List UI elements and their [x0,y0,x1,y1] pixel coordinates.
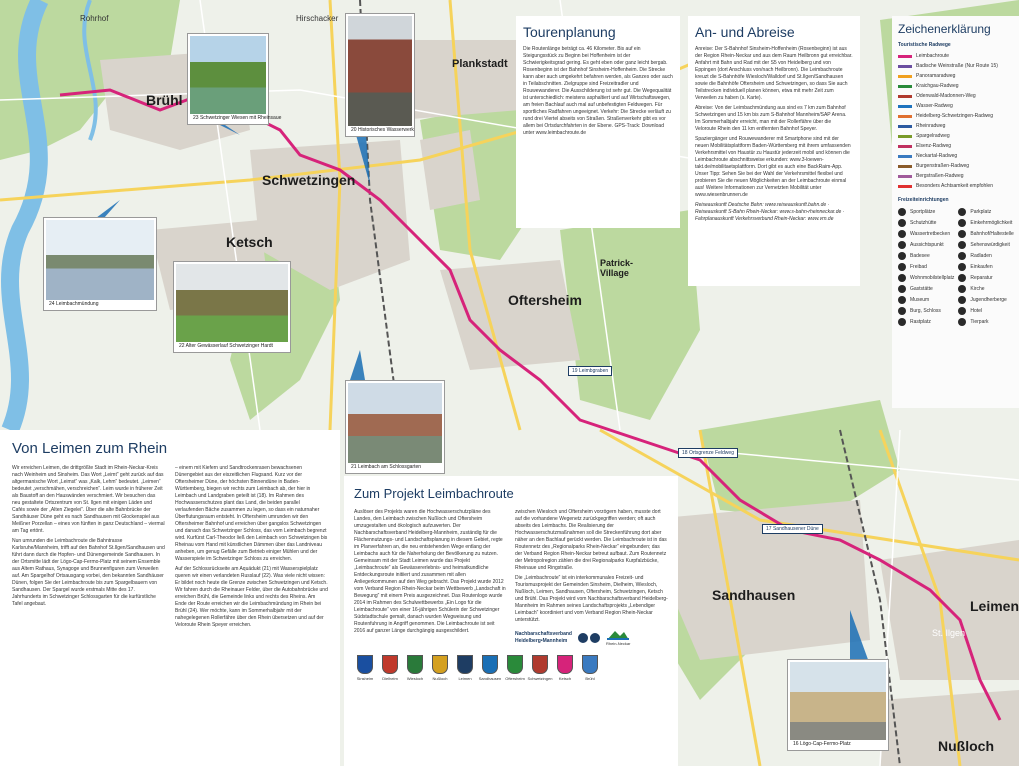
legend-facility-item [898,261,954,272]
legend-facility-item [958,261,1013,272]
legend-facility-item [958,305,1013,316]
legend-facility-item [898,305,954,316]
facility-symbol-icon [958,219,966,227]
legend-route-label: Badische Weinstraße (Nur Route 15) [916,63,998,69]
municipality-crest [529,655,551,681]
municipality-crest [579,655,601,681]
legend-facility-label: Freibad [910,263,927,270]
facility-symbol-icon [958,208,966,216]
crest-label: Ketsch [558,676,572,681]
reiseauskunft-text: Reiseauskunft Deutsche Bahn: www.reiseauskunft.bahn.de · Reiseauskunft S-Bahn Rhein-Neckar: www.s-bahn-rheinneckar.de · Fahrplanauskunft Verkehrsverbund Rhein-Neckar: www.vrn.de [695,202,845,222]
legend-route-item [898,131,1013,141]
facility-symbol-icon [898,241,906,249]
legend-route-label: Spargelradweg [916,133,950,139]
coat-of-arms-icon [457,655,473,674]
facility-symbol-icon [958,296,966,304]
projekt-text: zwischen Wiesloch und Oftersheim vorzögern haben, musste dort auf die vorhandene Wegenetz zurückgegriffen werden; oft auch abseits des Leimbachs. Die Realisierung der Hochwasserschutzmaßnahmen soll die Streckenführung dort aber näher an den Bachlauf gerückt werden. Die Leimbachroute ist in das Routennetz des „Regionalparks Rhein-Neckar“ eingebunden; das der Verband Region Rhein-Neckar betreut aufbaut. Zum Routennetz der Metropolregion zählen die drei Regionalparks Kurpfalzbücke, Rheinaue und Ringstraße. [515,509,667,571]
photo-leimbachmuendung [44,218,156,310]
legend-route-swatch [898,175,912,178]
anreise-text: Anreise: Der S-Bahnhof Sinsheim-Hoffenheim (Rosenbeginn) ist aus der Region Rhein-Neckar und aus dem Raum Heilbronn gut erreichbar. Anfahrt mit Bahn und Rad mit der S5 von Heidelberg und von Eppingen (dort Anschluss von/nach Heilbronn). Die Leimbachroute kreuzt die S-Bahnhöfe Wiesloch/Walldorf und St.Ilgen/Sandhausen sowie die Bahnhöfe Oftersheim und Schwetzingen, so dass Sie auch Teilstrecken individuell planen können, etwa mit mehr Zeit zum Verweilen zu haben (s. Karte). [695,46,853,101]
legend-route-swatch [898,105,912,108]
photo-caption: 22 Alter Gewässerlauf Schwetzinger Hardt [176,342,288,350]
municipality-crest [554,655,576,681]
town-patrick-village: Patrick- Village [600,258,634,278]
town-ketsch: Ketsch [226,234,273,250]
legend-facility-label: Burg, Schloss [910,307,941,314]
legend-facility-label: Radladen [970,252,992,259]
facility-symbol-icon [898,263,906,271]
legend-route-swatch [898,65,912,68]
town-schwetzingen: Schwetzingen [262,172,356,188]
legend-route-label: Besonders Achtsamkeit empfohlen [916,183,993,189]
legend-facility-label: Rastplatz [910,318,931,325]
legend-facilities-list [898,206,1013,327]
panel-body: Die Routenlänge beträgt ca. 46 Kilometer. Bis auf ein Steigungsstück zu Beginn bei Hoffenheim ist der Schwierigkeitsgrad gering. Es geht eben oder ganz leicht bergab. Rosenbeginn ist der Bahnhof Sinsheim-Hoffenheim. Die Strecke kann aber auch umgekehrt befahren werden, als Ganzes oder auch in Teilabschnitten. Zielgruppe sind Freizeitradler und Rouwewanderer. Die Ausschilderung ist sehr gut. Die Wegequalität ist unterschiedlich: meistens asphaltiert und auf Wirtschaftswegen, am freien Bachlauf auch mal auf unbefestigten Feldwegen. Für sportliches Radfahren ungeeignet. Verkehr: Die Strecke verläuft zu rund drei Viertel abseits von Straßen. Straßenverkehr gibt es vor allem bei Ortsdurchfahrten in der Ebene. GPS-Track: Download unter www.leimbachroute.de [523,46,673,136]
legend-route-label: Heidelberg-Schwetzingen-Radweg [916,113,993,119]
legend-facility-item [958,206,1013,217]
legend-route-label: Neckartal-Radweg [916,153,958,159]
legend-routes-title: Touristische Radwege [898,42,951,48]
facility-symbol-icon [898,307,906,315]
photo-caption: 20 Historisches Wasserwerk [348,126,412,134]
legend-facility-label: Wohnmobilstellplatz [910,274,955,281]
coat-of-arms-icon [357,655,373,674]
legend-facility-label: Aussichtspunkt [910,241,944,248]
town-rohrhof: Rohrhof [80,14,109,23]
article-text: – einem mit Kiefern und Sandtrockenrasen bewachsenen Dünengebiet aus der eiszeitlichen Flugsand. Kurz vor der Oftersheimer Düne, der höchsten Binnendüne in Baden-Württemberg, biegen wir rechts zum Leimbach ab, der hier in Leimbach und Landgraben geteilt ist (18). Im Rahmen des Hochwasserschutzes plant das Land, die beiden parallel verlaufenden Bäche zusammen zu legen, so dass ein naturnaher Überflutungsraum entsteht. In Oftersheim umrunden wir den Oftersheimer Bahnhof und erreichen über gangslos Schwetzingen und danach das Schwetzinger Schloss, das vom Leimbach begrenzt wird. Kurfürst Carl-Theodor ließ den Leimbach von Schwetzingen bis Rheinau vom Hand mit künstlichen Dämmen über das Landniveau anheben, um genug Gefälle zum Betrieb einiger Mühlen und der Wasserspiele im Schwetzinger Schloss zu erreichen. [175,465,328,562]
route-sign-leimbgraben: 19 Leimbgraben [568,366,612,376]
municipality-crest [504,655,526,681]
town-nussloch: Nußloch [938,738,994,754]
legend-route-item [898,121,1013,131]
facility-symbol-icon [898,252,906,260]
panel-title: An- und Abreise [695,24,795,40]
legend-facility-item [898,294,954,305]
legend-route-item [898,81,1013,91]
town-st-ilgen: St. Ilgen [932,628,966,638]
route-sign-sandhausener-duene: 17 Sandhausener Düne [762,524,823,534]
mobility-text: Spaziergänger und Rouwewanderer mit Smartphone sind mit der neuen Mobilitätsplattform Baden-Württemberg mit ihrem umfassenden Verkehrsmittel von Haustür zu Haustür jederzeit mobil und können die Leimbachroute abschnittsweise erkunden: www.3-loewen-takt.de/mobilitaetsplattform. Dort gibt es auch eine BackRaim-App. Unser Tipp: Sehen Sie bei der Wahl der Verkehrsmittel flexibel und probieren Sie die neuen Möglichkeiten an der Leimbachroute einmal aus! Weitere Informationen zur Vernetzten Mobilität unter www.wiesenbrunnen.de [695,136,851,198]
photo-leimbach-schlossgarten [346,381,444,473]
photo-schwetzinger-wiesen [188,34,282,124]
legend-facility-item [898,206,954,217]
legend-route-swatch [898,165,912,168]
panel-title: Tourenplanung [523,24,616,40]
crest-label: Sandhausen [478,676,502,681]
facility-symbol-icon [958,318,966,326]
photo-caption: 21 Leimbach am Schlossgarten [348,463,442,471]
legend-facility-item [958,228,1013,239]
legend-facility-item [958,283,1013,294]
legend-facility-item [898,228,954,239]
rhein-neckar-logo-icon [607,628,629,640]
legend-facility-label: Museum [910,296,930,303]
municipality-crest [479,655,501,681]
legend-route-swatch [898,115,912,118]
legend-route-swatch [898,145,912,148]
facility-symbol-icon [898,230,906,238]
article-text: Auf der Schlossrückseite am Aquädukt (21) mit Wasserspielplatz queren wir einen verlandeten Russlauf (22). Was viele nicht wissen: Er bildet noch heute die Grenze zwischen Schwetzingen und Ketsch. Wir fahren durch die Rheinauer Felder, über die Autobahnbrücke und erreichen Brühl, die Gemeinde links und rechts des Rheins. Am Ende der Route erreichen wir die Leimbachmündung im Rhein bei Brühl (24). Wer möchte, kann im Sommerhalbjahr mit der nahegelegenen Rollerfähre über den Rhein übersetzen und auf der Veloroute Rhein Speyer erreichen. [175,566,328,628]
facility-symbol-icon [958,241,966,249]
legend-facility-item [898,239,954,250]
coat-of-arms-icon [382,655,398,674]
article-title: Von Leimen zum Rhein [12,440,168,457]
facility-symbol-icon [958,285,966,293]
photo-loego-cap-fermo-platz [788,660,888,750]
legend-route-label: Leimbachroute [916,53,950,59]
legend-facility-label: Wassertretbecken [910,230,951,237]
legend-facilities-title: Freizeiteinrichtungen [898,197,949,203]
legend-route-swatch [898,185,912,188]
abreise-text: Abreise: Von der Leimbachmündung aus sind es 7 km zum Bahnhof Schwetzingen und 15 km bis zum S-Bahnhof Mannheim/SAP Arena. Im Sommerhalbjahr erreicht, man mit der Rollerfähre über die Veloroute Rhein den 11 km entfernten Bahnhof Speyer. [695,105,847,132]
legend-route-item [898,101,1013,111]
municipality-crest [354,655,376,681]
legend-route-label: Kraichgau-Radweg [916,83,959,89]
facility-symbol-icon [898,274,906,282]
crest-label: Schwetzingen [527,676,553,681]
legend-facility-label: Einkehrmöglichkeit [970,219,1013,226]
legend-route-swatch [898,135,912,138]
facility-symbol-icon [958,274,966,282]
nachbarschaftsverband-logo-text: Nachbarschaftsverband Heidelberg•Mannheim [515,630,572,644]
legend-route-item [898,171,1013,181]
legend-route-item [898,161,1013,171]
municipality-crest [379,655,401,681]
coat-of-arms-icon [557,655,573,674]
legend-facility-label: Einkaufen [970,263,993,270]
municipality-crest [454,655,476,681]
legend-route-item [898,181,1013,191]
legend-route-item [898,111,1013,121]
coat-of-arms-icon [582,655,598,674]
legend-route-label: Odenwald-Madonnen-Weg [916,93,976,99]
municipality-crest [404,655,426,681]
legend-facility-item [898,316,954,327]
projekt-title: Zum Projekt Leimbachroute [354,486,514,501]
crest-label: Brühl [585,676,595,681]
legend-facility-label: Sportplätze [910,208,936,215]
projekt-text: Auslöser des Projekts waren die Hochwasserschutzpläne des Landes, den Leimbach zwischen Nußloch und Oftersheim umzugestalten und ökologisch aufzuwerten. Der Nachbarschaftsverband Heidelberg-Mannheim, zuständig für die Flächennutzungs- und Landschaftsplanung in diesem Gebiet, regte im Planverfahren an, die neu entstehenden Wege entlang der Leimbachs auch für die Naherholung der Bevölkerung zu nutzen. Gemeinsam mit der Stadt Leimen wurde das Projekt „Leimbachroute“ als Gewässererlebnis- und heimatkundliche Entdeckungsroute initiiert und zusammen mit allen Anliegerkommunen auf den Weg gebracht. Das Projekt wurde 2012 vom Verband Region Rhein-Neckar beim Wettbewerb „Landschaft in Bewegung“ mit einem Preis ausgezeichnet. Das Routenlogo wurde 2014 im Rahmen des Schulwettbewerbs „Ein Logo für die Leimbachroute“ von einer 16-jährigen Schülerin der Schwetzinger Südstadtschule gemalt, danach wurden Wegweisung und Routenfuhrung in Angriff genommen. Die Leimbachroute ist seit 2016 auf ganzer Länge durchgängig ausgeschildert. [354,509,506,634]
legend-facility-item [958,217,1013,228]
legend-facility-item [898,272,954,283]
legend-facility-label: Badesee [910,252,930,259]
legend-route-swatch [898,155,912,158]
legend-facility-item [958,250,1013,261]
coat-of-arms-icon [507,655,523,674]
legend-facility-label: Sehenswürdigkeit [970,241,1010,248]
town-leimen: Leimen [970,598,1019,614]
panel-legend [892,16,1019,408]
legend-facility-label: Parkplatz [970,208,992,215]
legend-facility-label: Jugendherberge [970,296,1007,303]
legend-route-item [898,151,1013,161]
photo-historisches-wasserwerk [346,14,414,136]
photo-caption: 16 Lögo-Cap-Fermo-Platz [790,740,886,748]
facility-symbol-icon [958,307,966,315]
legend-route-swatch [898,95,912,98]
legend-facility-label: Reparatur [970,274,993,281]
facility-symbol-icon [898,285,906,293]
coat-of-arms-icon [482,655,498,674]
facility-symbol-icon [958,252,966,260]
legend-route-label: Wasser-Radweg [916,103,953,109]
legend-route-swatch [898,125,912,128]
legend-route-label: Panoramaradweg [916,73,956,79]
facility-symbol-icon [898,219,906,227]
legend-route-item [898,71,1013,81]
crest-label: Dielheim [382,676,398,681]
panel-zum-projekt [344,476,678,766]
legend-facility-item [898,283,954,294]
legend-route-item [898,51,1013,61]
legend-facility-label: Bahnhof/Haltestelle [970,230,1014,237]
town-hirschacker: Hirschacker [296,14,339,23]
legend-route-item [898,61,1013,71]
legend-route-label: Burgenstraßen-Radweg [916,163,970,169]
town-plankstadt: Plankstadt [452,58,508,70]
route-sign-ortsgrenze: 18 Ortsgrenze Feldweg [678,448,738,458]
legend-title: Zeichenerklärung [898,22,991,36]
crest-label: Sinsheim [356,676,374,681]
facility-symbol-icon [898,208,906,216]
legend-route-label: Rheinradweg [916,123,946,129]
coat-of-arms-icon [532,655,548,674]
crest-label: Oftersheim [505,676,525,681]
panel-von-leimen-zum-rhein [0,430,340,766]
legend-facility-label: Gaststätte [910,285,933,292]
legend-facility-label: Tierpark [970,318,989,325]
town-bruehl: Brühl [146,92,183,108]
crest-label: Wiesloch [406,676,424,681]
photo-caption: 23 Schwetzinger Wiesen mit Rheinsaue [190,114,266,122]
photo-caption: 24 Leimbachmündung [46,300,154,308]
town-oftersheim: Oftersheim [508,292,582,308]
legend-route-label: Elsenz-Radweg [916,143,952,149]
facility-symbol-icon [958,230,966,238]
article-text: Nun umrunden die Leimbachroute die Bahntrasse Karlsruhe/Mannheim, trifft auf den Bahnhof St.Ilgen/Sandhausen und führt dann durch die Hopfen- und Dünengemeinde Sandhausen. In der Ortsmitte lädt der Lögo-Cap-Fermo-Platz mit seinem Ensemble aus Altem Rathaus, Synagoge und Brunnenfiguren zum Verweilen auf. Am Spargelhof Ortsausgang vorbei, den bekannten Sandhäuser Dünen, folgen Sie der Leimbachroute bis zum Spargelbauern von Sandhausen. Der Spargel wurde erstmals Mitte des 17. Jahrhunderts im Schwetzinger Schlossgarten für die kurfürstliche Tafel angebaut. [12,538,165,607]
municipality-crest [429,655,451,681]
legend-facility-label: Schutzhütte [910,219,937,226]
legend-facility-label: Kirche [970,285,985,292]
legend-route-swatch [898,85,912,88]
coat-of-arms-icon [432,655,448,674]
rhein-neckar-logo [606,628,630,647]
town-sandhausen: Sandhausen [712,587,796,603]
facility-symbol-icon [898,296,906,304]
legend-facility-item [958,239,1013,250]
photo-alter-gewaesserlauf [174,262,290,352]
legend-facility-item [958,316,1013,327]
legend-facility-item [898,217,954,228]
crest-label: Leimen [458,676,472,681]
rhein-neckar-logo-text: Rhein-Neckar [605,641,631,646]
legend-facility-item [898,250,954,261]
legend-route-swatch [898,75,912,78]
projekt-text: Die „Leimbachroute“ ist ein interkommunales Freizeit- und Tourismusprojekt der Gemeinden Sinsheim, Dielheim, Wiesloch, Nußloch, Leimen, Sandhausen, Oftersheim, Schwetzingen, Ketsch und Brühl. Das Projekt wird vom Nachbarschaftsverband Heidelberg-Mannheim im Rahmen seines Landschaftsprojekts „Lebendiger Leimbach“ koordiniert und vom Verband Region Rhein-Neckar unterstützt. [515,575,668,623]
legend-facility-item [958,294,1013,305]
crest-label: Nußloch [432,676,448,681]
article-text: Wir erreichen Leimen, die drittgrößte Stadt im Rhein-Neckar-Kreis nach Weinheim und Sinsheim. Das Wort „Leimt“ geht zurück auf das altgermanische Wort „Leimst“ was „Kalk, Lehm“ bedeutet. „Leimen“ bedeutet „verschmähen, verschreichen“. Leim wurde in früherer Zeit als Baustoff an den Hauswänden verschmiert. Wir besuchen das neu gestaltete Ortszentrum von St. Ilgen mit einigen Läden und Cafés sowie der „Alten Ziegelei“. Über die alte Bahnbrücke der Sandhäuser Düne geht es nach Sandhausen mit Glockenspiel aus Meißner Porzellan – eines von fünften in ganz Deutschland – viermal am Tag ertönt. [12,465,165,534]
panel-an-und-abreise [688,16,860,286]
legend-facility-label: Hotel [970,307,983,314]
panel-tourenplanung [516,16,680,228]
municipality-crests [354,655,668,681]
facility-symbol-icon [958,263,966,271]
nachbarschaftsverband-logo [578,633,600,643]
legend-facility-item [958,272,1013,283]
facility-symbol-icon [898,318,906,326]
legend-routes-list [898,51,1013,191]
legend-route-item [898,91,1013,101]
legend-route-swatch [898,55,912,58]
legend-route-item [898,141,1013,151]
coat-of-arms-icon [407,655,423,674]
legend-route-label: Bergstraßen-Radweg [916,173,964,179]
